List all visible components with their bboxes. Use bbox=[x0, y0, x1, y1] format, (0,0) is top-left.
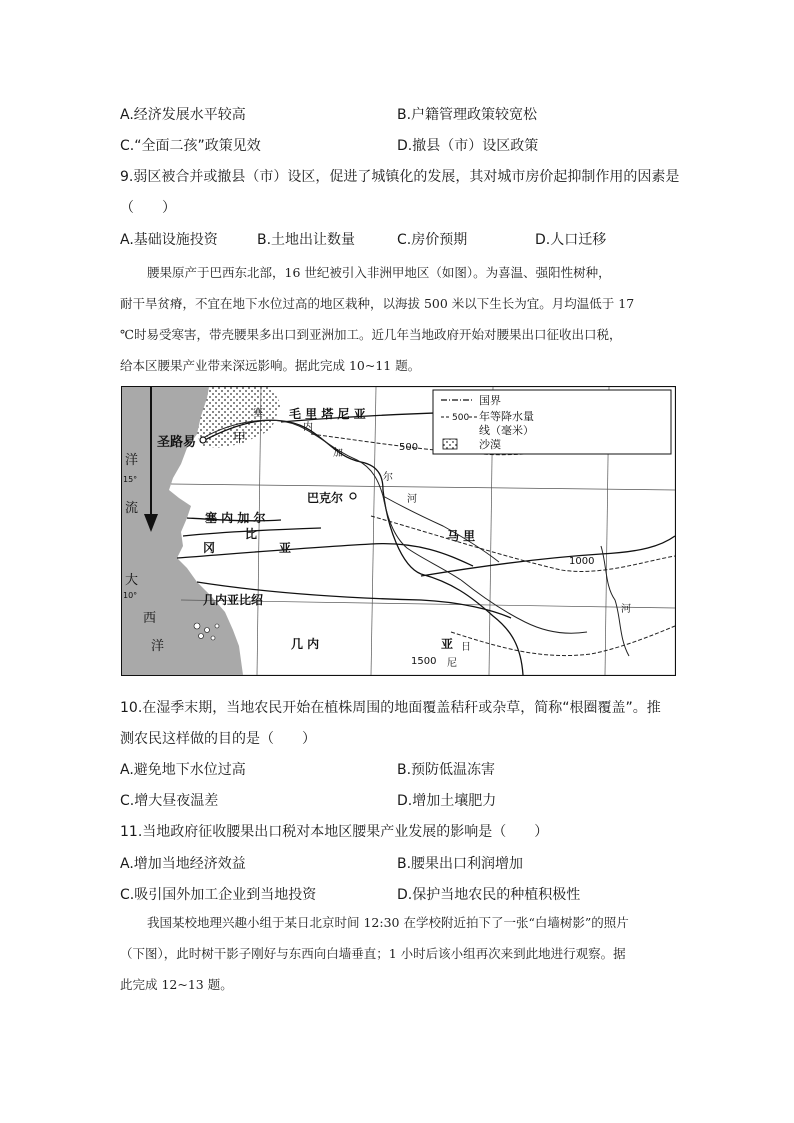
label-river-5: 河 bbox=[407, 494, 417, 505]
lat-10-label: 10° bbox=[123, 591, 138, 600]
label-niger-2: 尼 bbox=[447, 658, 457, 669]
legend-desert-label: 沙漠 bbox=[479, 438, 501, 451]
passage-cashew-line4: 给本区腰果产业带来深远影响。据此完成 10~11 题。 bbox=[120, 358, 421, 373]
q10-option-b: B.预防低温冻害 bbox=[397, 762, 496, 778]
q11-stem: 11.当地政府征收腰果出口税对本地区腰果产业发展的影响是（ ） bbox=[120, 824, 549, 840]
legend-border-label: 国界 bbox=[479, 394, 501, 407]
label-gambia-b: 比 bbox=[245, 527, 258, 541]
legend-isohyet-label-a: 年等降水量 bbox=[479, 410, 534, 423]
passage-tree-shadow-line1: 我国某校地理兴趣小组于某日北京时间 12:30 在学校附近拍下了一张“白墙树影”的照片 bbox=[147, 915, 629, 930]
q10-option-a: A.避免地下水位过高 bbox=[120, 762, 246, 778]
label-saint-louis: 圣路易 bbox=[157, 435, 197, 450]
q9-option-b: B.土地出让数量 bbox=[257, 232, 356, 248]
q9-option-d: D.人口迁移 bbox=[535, 232, 607, 248]
label-senegal: 塞 内 加 尔 bbox=[205, 511, 266, 525]
legend-isohyet-label-b: 线（毫米） bbox=[479, 424, 534, 437]
label-river-1: 塞 bbox=[253, 408, 263, 419]
senegal-region-map bbox=[121, 386, 676, 676]
label-river-2: 内 bbox=[303, 422, 313, 433]
label-gambia-a: 冈 bbox=[203, 541, 216, 555]
label-river-6: 河 bbox=[621, 604, 631, 615]
q10-stem-line1: 10.在湿季末期，当地农民开始在植株周围的地面覆盖秸秆或杂草，简称“根圈覆盖”。推 bbox=[120, 700, 661, 716]
q10-stem-line2: 测农民这样做的目的是（ ） bbox=[120, 731, 316, 747]
q10-option-c: C.增大昼夜温差 bbox=[120, 793, 219, 809]
passage-cashew-line2: 耐干旱贫瘠，不宜在地下水位过高的地区栽种，以海拔 500 米以下生长为宜。月均温低于 17 bbox=[120, 296, 635, 311]
q9-option-c: C.房价预期 bbox=[397, 232, 468, 248]
isohyet-500-label: 500 bbox=[399, 442, 419, 453]
bakel-point bbox=[350, 493, 356, 499]
passage-tree-shadow bbox=[120, 907, 676, 1000]
q10-option-d: D.增加土壤肥力 bbox=[397, 793, 497, 809]
q8-option-b: B.户籍管理政策较宽松 bbox=[397, 107, 538, 123]
isohyet-1000-label: 1000 bbox=[569, 556, 595, 567]
label-niger-1: 日 bbox=[461, 642, 471, 653]
label-jia: 甲 bbox=[233, 431, 247, 446]
label-ocean-1: 洋 bbox=[125, 453, 139, 468]
passage-cashew bbox=[120, 257, 676, 381]
label-ocean-4: 西 bbox=[143, 611, 157, 626]
passage-cashew-line3: ℃时易受寒害，带壳腰果多出口到亚洲加工。近几年当地政府开始对腰果出口征收出口税， bbox=[120, 327, 622, 342]
label-mali: 马 里 bbox=[447, 529, 476, 543]
lat-15-label: 15° bbox=[123, 475, 138, 484]
label-river-4: 尔 bbox=[383, 472, 393, 483]
passage-tree-shadow-line3: 此完成 12~13 题。 bbox=[120, 977, 233, 992]
q8-option-c: C.“全面二孩”政策见效 bbox=[120, 138, 261, 154]
label-ocean-2: 流 bbox=[125, 501, 139, 516]
label-guinea-bissau: 几内亚比绍 bbox=[203, 593, 264, 607]
q11-option-a: A.增加当地经济效益 bbox=[120, 856, 246, 872]
passage-tree-shadow-line2: （下图），此时树干影子刚好与东西向白墙垂直；1 小时后该小组再次来到此地进行观察。据 bbox=[120, 946, 626, 961]
passage-cashew-line1: 腰果原产于巴西东北部，16 世纪被引入非洲甲地区（如图）。为喜温、强阳性树种， bbox=[147, 265, 611, 280]
label-ocean-5: 洋 bbox=[151, 639, 165, 654]
q9-option-a: A.基础设施投资 bbox=[120, 232, 218, 248]
q8-option-a: A.经济发展水平较高 bbox=[120, 107, 246, 123]
label-mauritania: 毛 里 塔 尼 亚 bbox=[289, 407, 366, 421]
label-bakel: 巴克尔 bbox=[307, 491, 344, 505]
q8-option-d: D.撤县（市）设区政策 bbox=[397, 138, 539, 154]
q9-answer-blank: （ ） bbox=[120, 200, 176, 216]
q11-option-c: C.吸引国外加工企业到当地投资 bbox=[120, 887, 317, 903]
saint-louis-point bbox=[200, 437, 206, 443]
legend-desert-symbol bbox=[443, 439, 457, 449]
label-guinea: 几 内 bbox=[291, 637, 320, 651]
label-gambia-c: 亚 bbox=[279, 541, 292, 555]
q9-stem: 9.弱区被合并或撤县（市）设区，促进了城镇化的发展，其对城市房价起抑制作用的因素是 bbox=[120, 169, 680, 185]
label-ocean-3: 大 bbox=[125, 573, 139, 588]
legend-isohyet-value: 500 bbox=[452, 413, 470, 423]
label-guinea-2: 亚 bbox=[441, 637, 454, 651]
q11-option-d: D.保护当地农民的种植积极性 bbox=[397, 887, 581, 903]
isohyet-1500-label: 1500 bbox=[411, 656, 437, 667]
label-river-3: 加 bbox=[333, 448, 343, 459]
q11-option-b: B.腰果出口利润增加 bbox=[397, 856, 524, 872]
